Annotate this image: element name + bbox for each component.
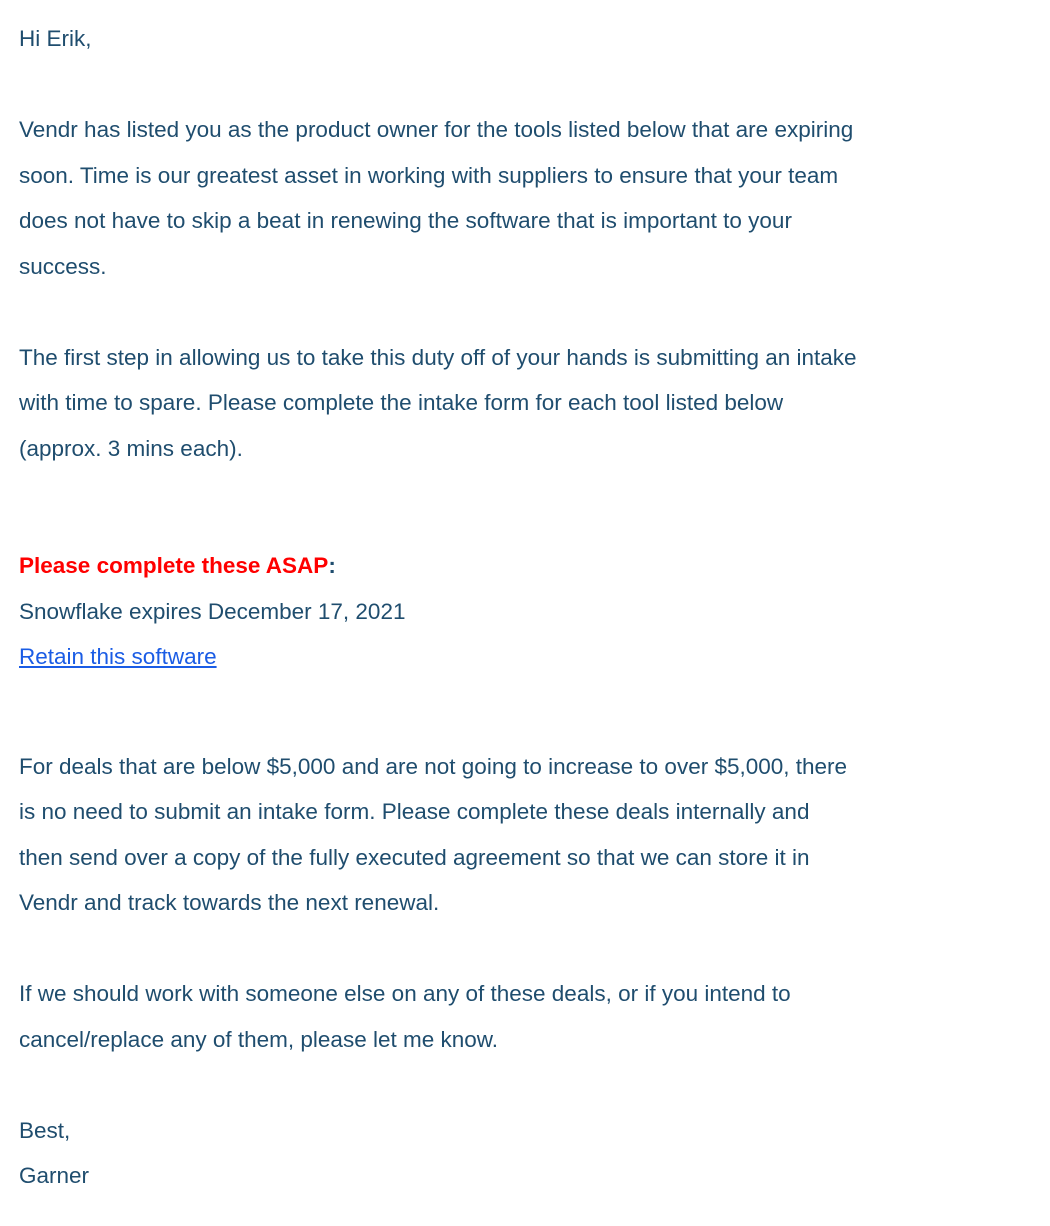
paragraph-contact-line: cancel/replace any of them, please let me know. <box>19 1026 499 1052</box>
asap-heading <box>19 543 1030 589</box>
paragraph-intro-line: does not have to skip a beat in renewing the software that is important to your <box>19 208 792 233</box>
signature-name: Garner <box>19 1163 90 1188</box>
paragraph-first-step-line: The first step in allowing us to take this duty off of your hands is submitting an intake <box>19 344 857 370</box>
snowflake-expiry-line: Snowflake expires December 17, 2021 <box>19 598 406 624</box>
paragraph-intro-line: soon. Time is our greatest asset in working with suppliers to ensure that your team <box>19 162 839 188</box>
paragraph-deals-line: is no need to submit an intake form. Please complete these deals internally and <box>19 799 810 824</box>
paragraph-deals-line: Vendr and track towards the next renewal. <box>19 890 440 915</box>
paragraph-intro-line: success. <box>19 253 107 279</box>
paragraph-deals-line: then send over a copy of the fully executed agreement so that we can store it in <box>19 844 810 870</box>
paragraph-intro-line: Vendr has listed you as the product owner for the tools listed below that are expiring <box>19 117 854 142</box>
paragraph-first-step <box>19 335 1030 472</box>
paragraph-deals-line: For deals that are below $5,000 and are not going to increase to over $5,000, there <box>19 753 848 779</box>
paragraph-contact-line: If we should work with someone else on any of these deals, or if you intend to <box>19 981 791 1006</box>
signoff: Best, <box>19 1117 71 1143</box>
paragraph-contact <box>19 971 1030 1062</box>
greeting: Hi Erik, <box>19 26 92 51</box>
asap-heading-red-text: Please complete these ASAP <box>19 553 329 578</box>
paragraph-intro <box>19 107 1030 289</box>
retain-software-link[interactable]: Retain this software <box>19 644 217 669</box>
asap-section <box>19 543 1030 680</box>
paragraph-first-step-line: (approx. 3 mins each). <box>19 435 243 461</box>
paragraph-first-step-line: with time to spare. Please complete the intake form for each tool listed below <box>19 390 784 415</box>
signature-block <box>19 1108 1030 1199</box>
paragraph-deals <box>19 744 1030 926</box>
asap-heading-colon: : <box>328 553 336 578</box>
